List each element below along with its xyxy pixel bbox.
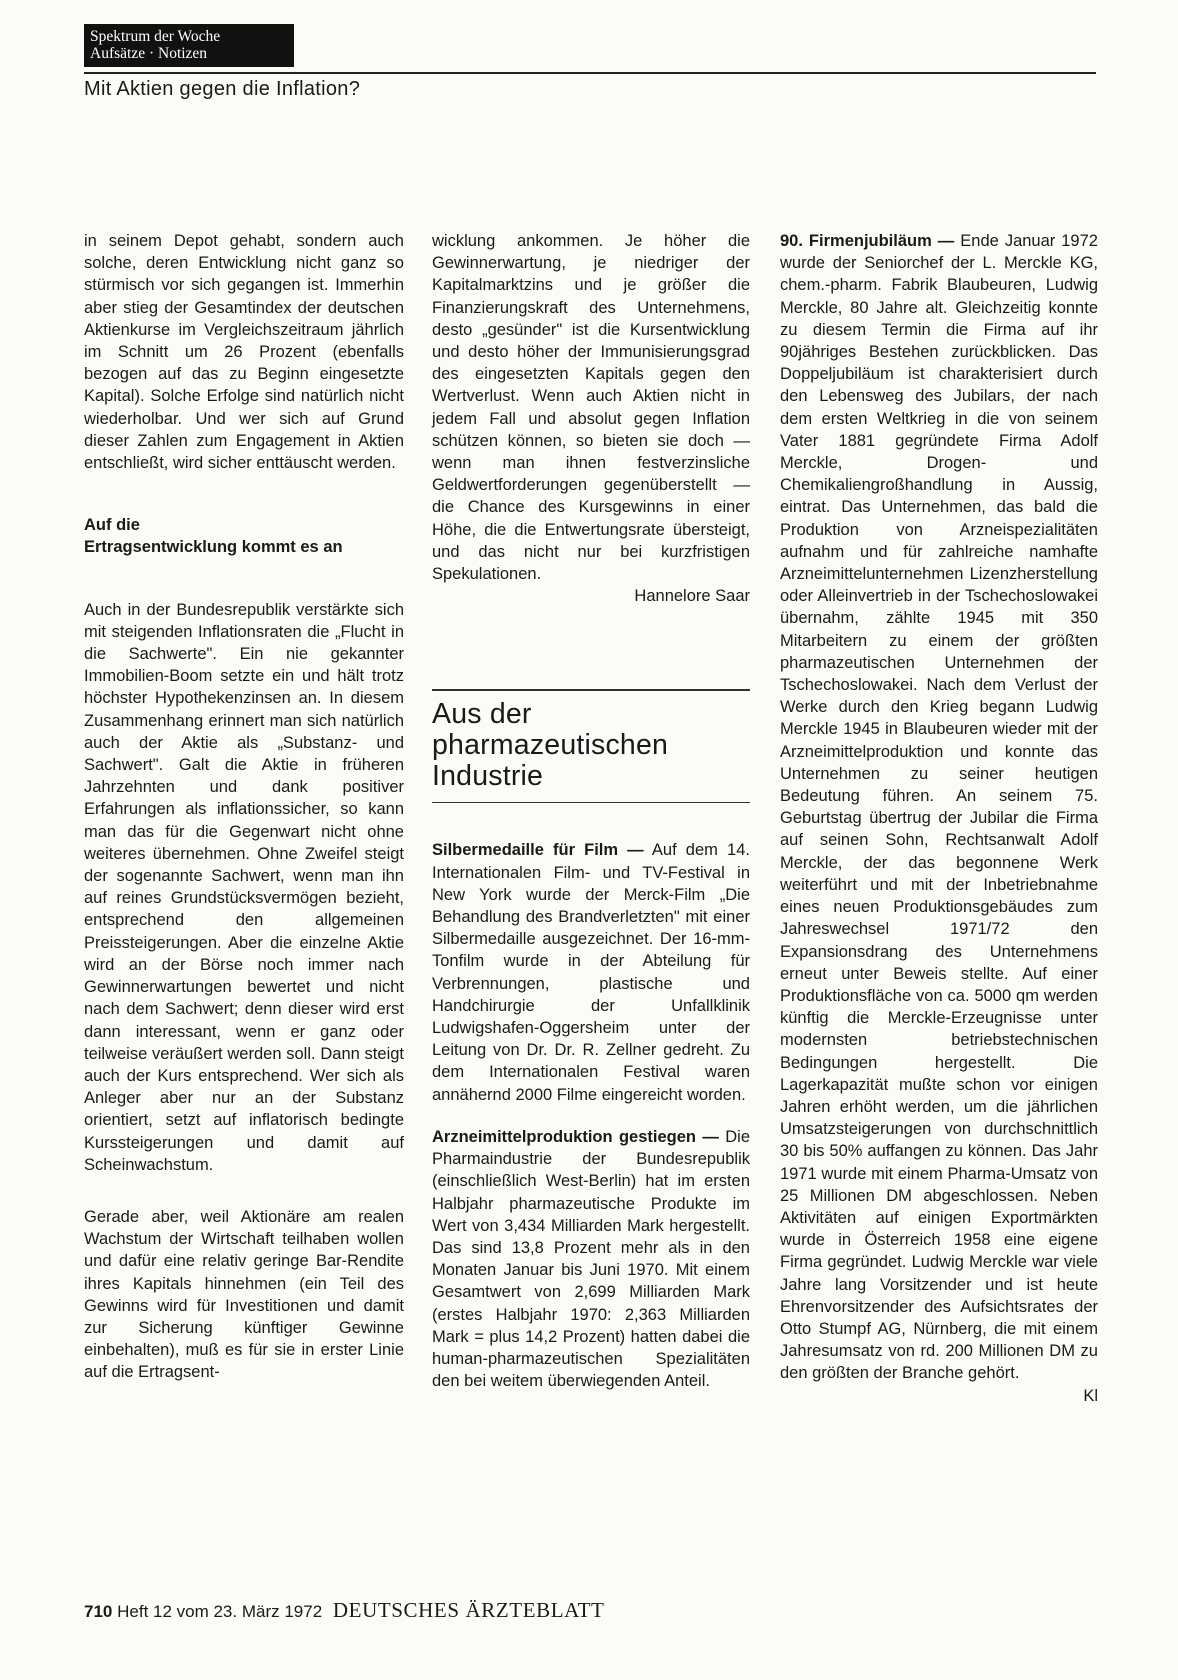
news-item bbox=[432, 839, 750, 1105]
news-body: Auf dem 14. Internationalen Film- und TV-Festival in New York wurde der Merck-Film „Die Behandlung des Brandverletzten" mit einer Silbermedaille ausgezeichnet. Der 16-mm-Tonfilm wurde in der Abteilung für Verbrennungen, plastische und Handchirurgie der Unfallklinik Ludwigshafen-Oggersheim unter der Leitung von Dr. Dr. R. Zellner gedreht. Zu dem Internationalen Festival waren annähernd 2000 Filme eingereicht worden. bbox=[432, 841, 750, 1104]
news-heading: 90. Firmenjubiläum — bbox=[780, 232, 955, 250]
news-item bbox=[780, 230, 1098, 1385]
issue-info: Heft 12 vom 23. März 1972 bbox=[117, 1602, 323, 1621]
paragraph: wicklung ankommen. Je höher die Gewinnerwartung, je niedriger der Kapitalmarktzins und je größer die Finanzierungskraft des Unternehmens, desto „gesünder" ist die Kursentwicklung und desto höher der Immunisierungsgrad des eingesetzten Kapitals gegen den Wertverlust. Wenn auch Aktien nicht in jedem Fall und absolut gegen Inflation schützen können, so bieten sie doch — wenn man ihnen festverzinsliche Geldwertforderungen gegenüberstellt — die Chance des Kursgewinns in einer Höhe, die die Entwertungsrate übersteigt, und das nicht nur bei kurzfristigen Spekulationen. bbox=[432, 232, 750, 584]
paragraph: Auch in der Bundesrepublik verstärkte sich mit steigenden Inflationsraten die „Flucht in die Sachwerte". Ein nie gekannter Immobilien-Boom setzte ein und hält trotz höchster Hypothekenzinsen an. In diesem Zusammenhang erinnert man sich natürlich auch der Aktie als „Substanz- und Sachwert". Galt die Aktie in früheren Jahrzehnten und dank positiver Erfahrungen als inflationssicher, so kann man das für die Gegenwart nicht ohne weiteres übernehmen. Ohne Zweifel steigt der sogenannte Sachwert, wenn man ihn auf reines Grundstücksvermögen bezieht, entsprechend den allgemeinen Preissteigerungen. Aber die einzelne Aktie wird an der Börse noch immer nach Gewinnerwartungen bewertet und nicht nach dem Sachwert; denn dieser wird erst dann interessant, wenn er ganz oder teilweise veräußert werden soll. Dann steigt auch der Kurs entsprechend. Wer sich als Anleger aber nur an der Substanz orientiert, setzt auf inflatorisch bedingte Kurssteigerungen und damit auf Scheinwachstum. bbox=[84, 600, 404, 1174]
subheading-line2: Ertragsentwicklung kommt es an bbox=[84, 538, 343, 557]
header-rule bbox=[84, 72, 1096, 74]
news-body: Die Pharmaindustrie der Bundesrepublik (einschließlich West-Berlin) hat im ersten Halbjahr pharmazeutische Produkte im Wert von 3,434 Milliarden Mark hergestellt. Das sind 13,8 Prozent mehr als in den Monaten Januar bis Juni 1970. Mit einem Gesamtwert von 2,699 Milliarden Mark (erstes Halbjahr 1970: 2,363 Milliarden Mark = plus 14,2 Prozent) hatten dabei die human-pharmazeutischen Spezialitäten den bei weitem überwiegenden Anteil. bbox=[432, 1127, 750, 1391]
section-label-line1: Spektrum der Woche bbox=[90, 28, 221, 45]
column-1 bbox=[84, 230, 404, 1384]
subheading bbox=[84, 514, 404, 558]
news-body: Ende Januar 1972 wurde der Seniorchef der L. Merckle KG, chem.-pharm. Fabrik Blaubeuren, Ludwig Merckle, 80 Jahre alt. Gleichzeitig konnte zu diesem Termin die Firma auf ihr 90jähriges Bestehen zurückblicken. Das Doppeljubiläum ist charakterisiert durch den Lebensweg des Jubilars, der nach dem ersten Weltkrieg in die von seinem Vater 1881 gegründete Firma Adolf Merckle, Drogen- und Chemikaliengroßhandlung in Aussig, eintrat. Das Unternehmen, das bald die Produktion von Arzneispezialitäten aufnahm und für zahlreiche namhafte Arzneimittelunternehmen Lizenzherstellung oder Alleinvertrieb in der Tschechoslowakei übernahm, zählte 1945 mit 350 Mitarbeitern zu einem der größten pharmazeutischen Unternehmen der Tschechoslowakei. Nach dem Verlust der Werke durch den Krieg begann Ludwig Merckle 1945 in Blaubeuren wieder mit der Arzneimittelproduktion und konnte das Unternehmen zu seiner heutigen Bedeutung führen. An seinem 75. Geburtstag übertrug der Jubilar die Firma auf seinen Sohn, Rechtsanwalt Adolf Merckle, der das begonnene Werk weiterführt und mit der Inbetriebnahme eines neuen Produktionsgebäudes zum Jahreswechsel 1971/72 den Expansionsdrang des Unternehmens erneut unter Beweis stellte. Auf einer Produktionsfläche von ca. 5000 qm werden künftig die Merckle-Erzeugnisse unter modernsten betriebstechnischen Bedingungen hergestellt. Die Lagerkapazität mußte schon vor einigen Jahren erhöht werden, um die jährlichen Umsatzsteigerungen von durchschnittlich 30 bis 50% auffangen zu können. Das Jahr 1971 wurde mit einem Pharma-Umsatz von 25 Millionen DM abgeschlossen. Neben Aktivitäten auf einigen Exportmärkten wurde in Österreich 1958 eine eigene Firma gegründet. Ludwig Merckle war viele Jahre lang Vorsitzender und ist heute Ehrenvorsitzender des Aufsichtsrates der Otto Stumpf AG, Nürnberg, die mit einem Jahresumsatz von rd. 200 Millionen DM zu den größten der Branche gehört. bbox=[780, 232, 1098, 1383]
paragraph: Gerade aber, weil Aktionäre am realen Wachstum der Wirtschaft teilhaben wollen und dafür eine relativ geringe Bar-Rendite ihres Kapitals hinnehmen (ein Teil des Gewinns wird für Investitionen und damit zur Sicherung künftiger Gewinne einbehalten), muß es für sie in erster Linie auf die Ertragsent- bbox=[84, 1207, 404, 1382]
column-3 bbox=[780, 230, 1098, 1407]
news-box-title-line1: Aus der bbox=[432, 697, 532, 730]
column-2 bbox=[432, 230, 750, 1392]
news-heading: Arzneimittelproduktion gestiegen — bbox=[432, 1127, 719, 1146]
news-box-title bbox=[432, 691, 750, 802]
author-initials: Kl bbox=[1083, 1386, 1098, 1405]
paragraph: in seinem Depot gehabt, sondern auch solche, deren Entwicklung nicht ganz so stürmisch vor sich gegangen ist. Immerhin aber stieg der Gesamtindex der deutschen Aktienkurse im Vergleichszeitraum jährlich im Schnitt um 26 Prozent (ebenfalls bezogen auf das zu Beginn eingesetzte Kapital). Solche Erfolge sind natürlich nicht wiederholbar. Und wer sich auf Grund dieser Zahlen zum Engagement in Aktien entschließt, wird sicher enttäuscht werden. bbox=[84, 232, 404, 473]
page-footer bbox=[84, 1598, 604, 1623]
page-title: Mit Aktien gegen die Inflation? bbox=[84, 78, 361, 100]
magazine-name: DEUTSCHES ÄRZTEBLATT bbox=[332, 1598, 605, 1622]
news-box-title-line3: Industrie bbox=[432, 759, 544, 792]
page-number: 710 bbox=[84, 1602, 113, 1621]
news-box-title-line2: pharmazeutischen bbox=[432, 728, 669, 761]
subheading-line1: Auf die bbox=[84, 516, 140, 535]
author-signature: Hannelore Saar bbox=[634, 587, 750, 606]
section-label bbox=[84, 24, 294, 67]
section-label-line2: Aufsätze · Notizen bbox=[90, 45, 208, 62]
news-heading: Silbermedaille für Film — bbox=[432, 841, 644, 860]
news-item bbox=[432, 1126, 750, 1392]
